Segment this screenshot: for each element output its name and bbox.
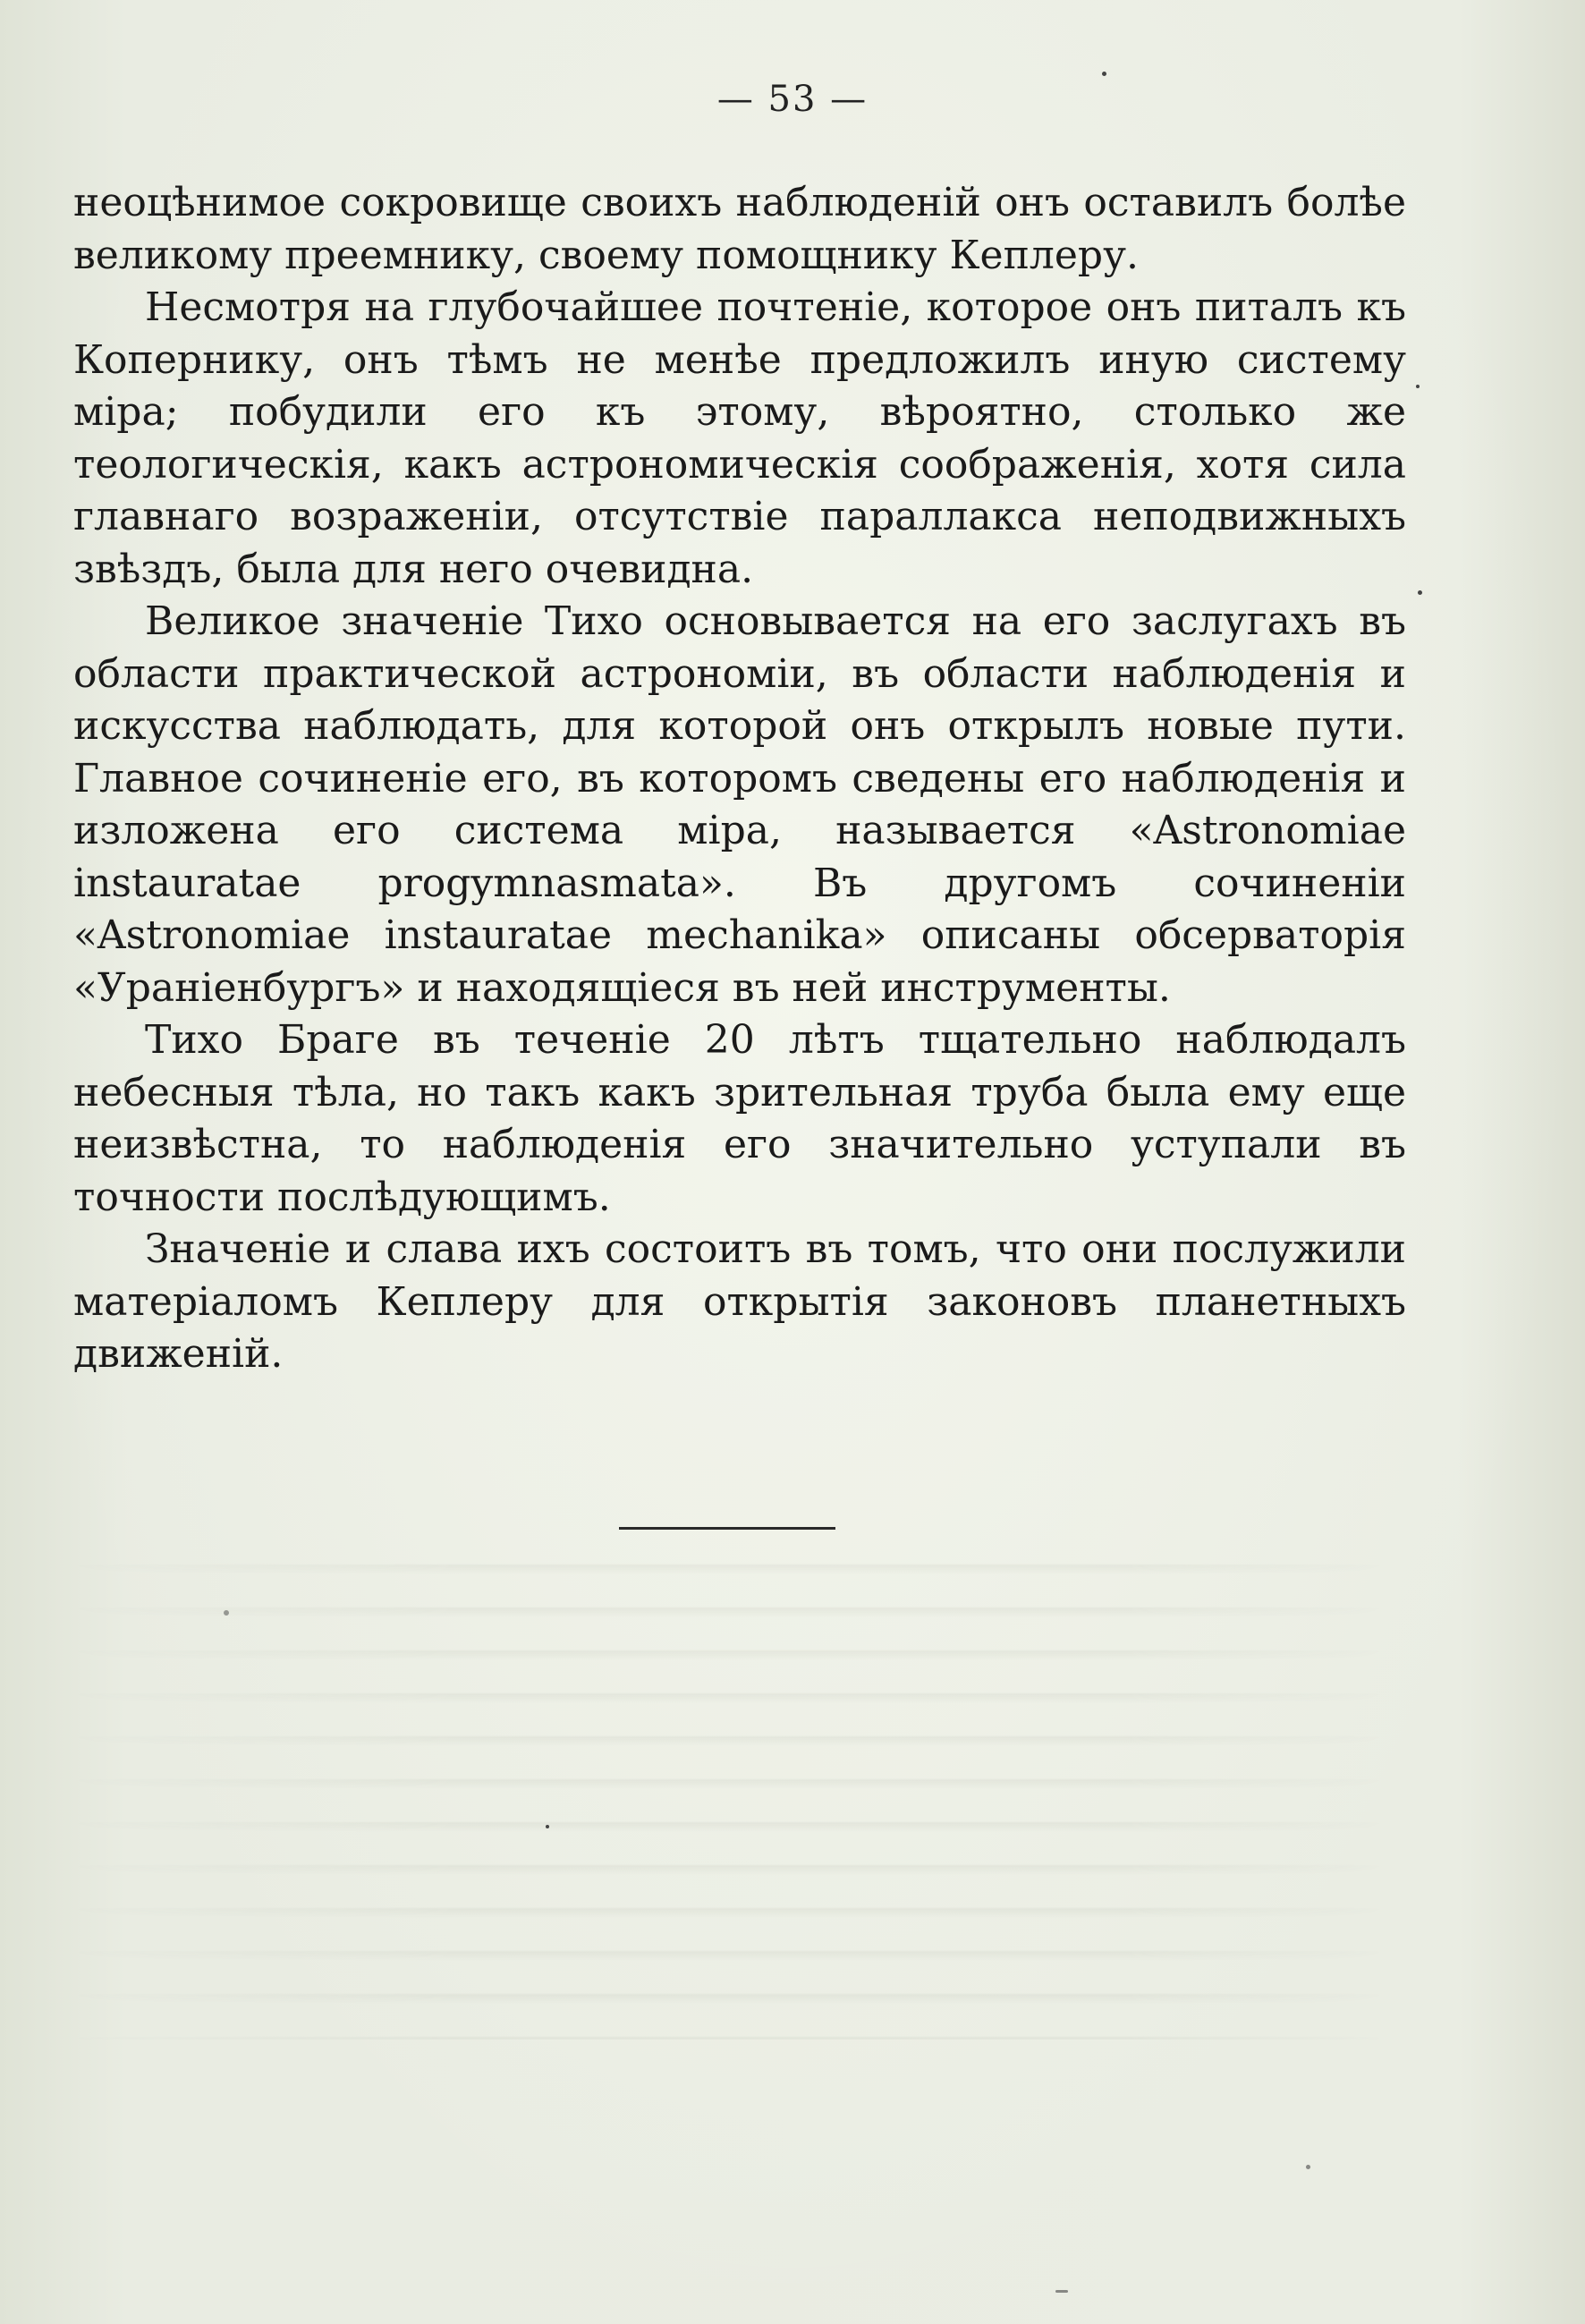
paper-speck (546, 1825, 549, 1828)
section-divider (619, 1527, 835, 1530)
paragraph-1: неоцѣнимое сокровище своихъ наблюденій онъ оставилъ болѣе великому преемнику, своему помощнику Кеплеру. (73, 180, 1406, 278)
page-number: — 53 — (716, 79, 869, 120)
paragraph-3: Великое значеніе Тихо основывается на его заслугахъ въ области практической астрономіи, въ области наблюденія и искусства наблюдать, для которой онъ открылъ новые пути. Главное сочиненіе его, въ которомъ сведены его наблюденія и изложена его система міра, называется «Astronomiae instauratae progymnasmata». Въ другомъ сочиненіи «Astronomiae instauratae mechanika» описаны обсерваторія «Ураніенбургъ» и находящіеся въ ней инструменты. (73, 598, 1406, 1011)
paragraph-5: Значеніе и слава ихъ состоитъ въ томъ, что они послужили матеріаломъ Кеплеру для открытія законовъ планетныхъ движеній. (73, 1226, 1406, 1377)
paper-speck (1306, 2165, 1310, 2169)
paper-speck (1102, 72, 1106, 76)
paragraph-2: Несмотря на глубочайшее почтеніе, которое онъ питалъ къ Копернику, онъ тѣмъ не менѣе предложилъ иную систему міра; побудили его къ этому, вѣроятно, столько же теологическія, какъ астрономическія соображенія, хотя сила главнаго возраженіи, отсутствіе параллакса неподвижныхъ звѣздъ, была для него очевидна. (73, 284, 1406, 592)
paper-speck (1416, 385, 1420, 388)
show-through-text (54, 1539, 1395, 2040)
paper-speck (1055, 2290, 1068, 2293)
paper-speck (224, 1610, 229, 1616)
body-text (73, 177, 1406, 1381)
paragraph-4: Тихо Браге въ теченіе 20 лѣтъ тщательно наблюдалъ небесныя тѣла, но такъ какъ зрительная труба была ему еще неизвѣстна, то наблюденія его значительно уступали въ точности послѣдующимъ. (73, 1017, 1406, 1220)
paper-speck (1418, 590, 1422, 595)
